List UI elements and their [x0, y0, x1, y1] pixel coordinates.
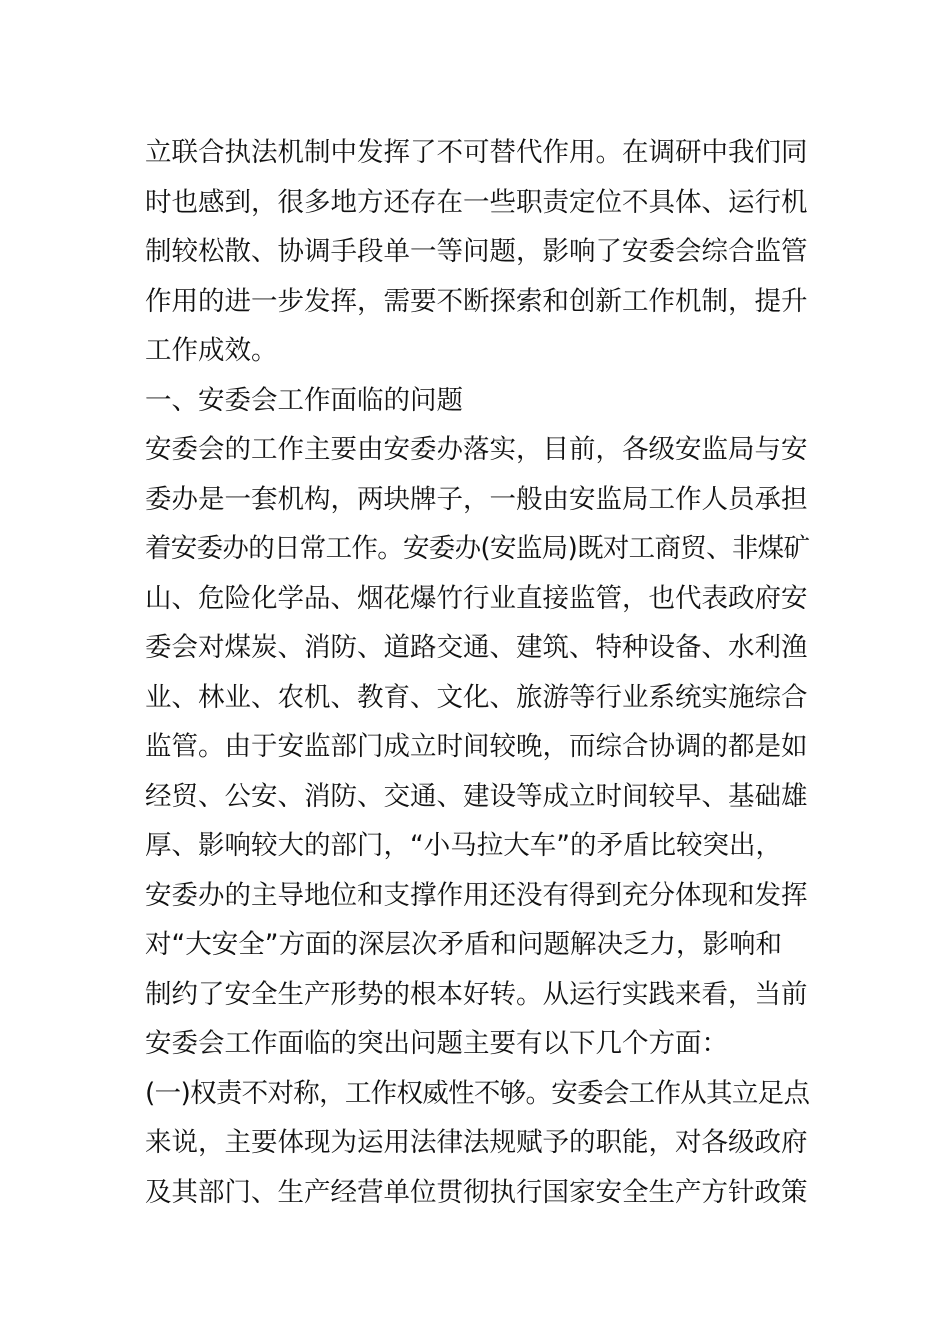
text-line: 安委会的工作主要由安委办落实，目前，各级安监局与安	[145, 434, 808, 465]
text-line: 着安委办的日常工作。安委办(安监局)既对工商贸、非煤矿	[145, 533, 810, 564]
subsection-heading: (一)权责不对称，工作权威性不够。安委会工作从其立足点	[145, 1077, 810, 1109]
text-line: 委办是一套机构，两块牌子，一般由安监局工作人员承担	[145, 483, 808, 515]
text-line: 业、林业、农机、教育、文化、旅游等行业系统实施综合	[145, 681, 808, 713]
section-heading: 一、安委会工作面临的问题	[145, 384, 463, 416]
text-line: 立联合执法机制中发挥了不可替代作用。在调研中我们同	[145, 137, 808, 168]
text-line: 对“大安全”方面的深层次矛盾和问题解决乏力，影响和	[145, 929, 782, 960]
text-line: 作用的进一步发挥，需要不断探索和创新工作机制，提升	[145, 285, 808, 317]
text-line: 制约了安全生产形势的根本好转。从运行实践来看，当前	[145, 978, 808, 1010]
text-line: 安委办的主导地位和支撑作用还没有得到充分体现和发挥	[145, 879, 808, 911]
text-line: 及其部门、生产经营单位贯彻执行国家安全生产方针政策	[145, 1176, 808, 1208]
text-line: 监管。由于安监部门成立时间较晚，而综合协调的都是如	[145, 731, 808, 762]
text-line: 工作成效。	[145, 335, 278, 366]
text-line: 山、危险化学品、烟花爆竹行业直接监管，也代表政府安	[145, 582, 808, 614]
text-line: 经贸、公安、消防、交通、建设等成立时间较早、基础雄	[145, 780, 808, 812]
text-line: 来说，主要体现为运用法律法规赋予的职能，对各级政府	[145, 1127, 808, 1158]
text-line: 安委会工作面临的突出问题主要有以下几个方面：	[145, 1028, 728, 1059]
text-line: 厚、影响较大的部门，“小马拉大车”的矛盾比较突出，	[145, 830, 782, 861]
text-line: 时也感到，很多地方还存在一些职责定位不具体、运行机	[145, 186, 808, 218]
text-line: 制较松散、协调手段单一等问题，影响了安委会综合监管	[145, 236, 808, 267]
document-body	[145, 128, 810, 1217]
text-line: 委会对煤炭、消防、道路交通、建筑、特种设备、水利渔	[145, 632, 808, 663]
